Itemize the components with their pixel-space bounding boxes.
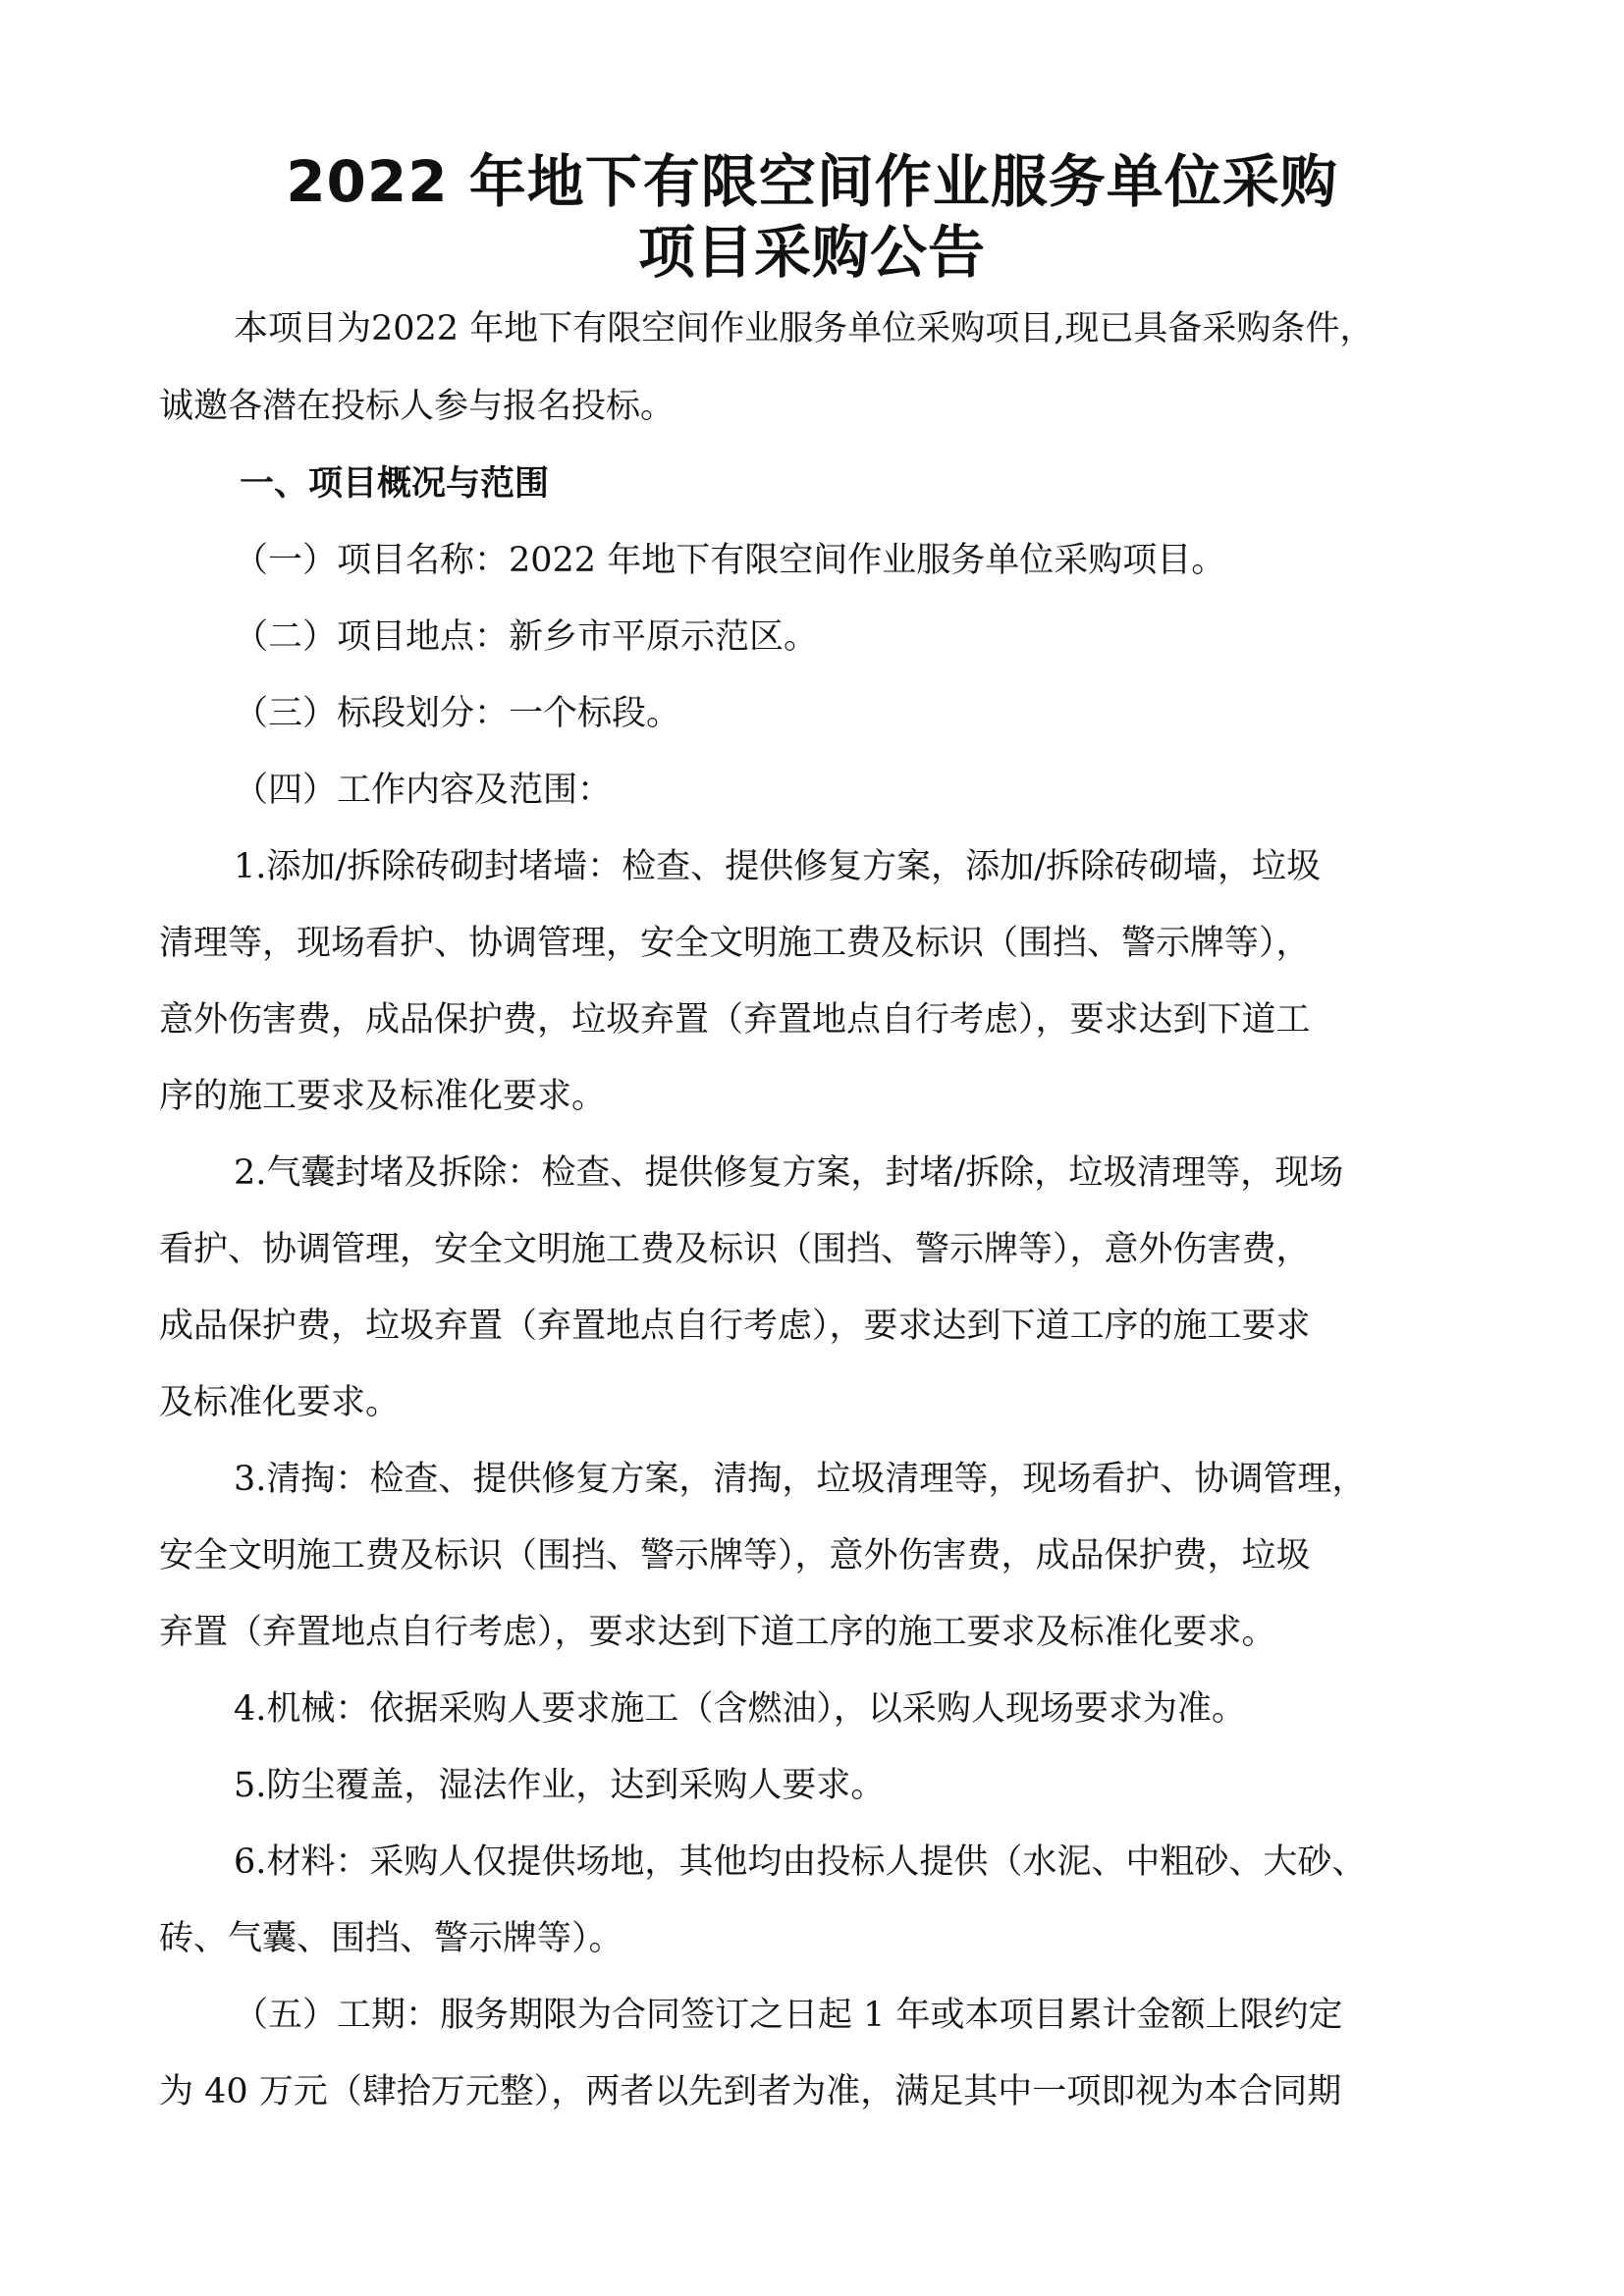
work-2-line-1: 2.气囊封堵及拆除：检查、提供修复方案，封堵/拆除，垃圾清理等，现场 xyxy=(234,1153,1344,1193)
work-3-line-2: 安全文明施工费及标识（围挡、警示牌等），意外伤害费，成品保护费，垃圾 xyxy=(159,1536,1311,1575)
work-2-line-4: 及标准化要求。 xyxy=(159,1383,401,1422)
document-title-line-2: 项目采购公告 xyxy=(637,219,986,286)
work-2-line-3: 成品保护费，垃圾弃置（弃置地点自行考虑），要求达到下道工序的施工要求 xyxy=(159,1307,1311,1346)
work-6-line-2: 砖、气囊、围挡、警示牌等）。 xyxy=(159,1919,623,1958)
item-work-scope: （四）工作内容及范围： xyxy=(234,771,613,810)
intro-line-2: 诚邀各潜在投标人参与报名投标。 xyxy=(159,387,676,426)
work-1-line-3: 意外伤害费，成品保护费，垃圾弃置（弃置地点自行考虑），要求达到下道工 xyxy=(159,1000,1311,1040)
section-heading-1: 一、项目概况与范围 xyxy=(240,464,550,504)
work-4-line: 4.机械：依据采购人要求施工（含燃油），以采购人现场要求为准。 xyxy=(234,1689,1246,1729)
work-1-line-4: 序的施工要求及标准化要求。 xyxy=(159,1077,607,1116)
work-1-line-1: 1.添加/拆除砖砌封堵墙：检查、提供修复方案，添加/拆除砖砌墙，垃圾 xyxy=(234,847,1321,886)
item-lot-division: （三）标段划分：一个标段。 xyxy=(234,694,681,733)
item-duration-line-1: （五）工期：服务期限为合同签订之日起 1 年或本项目累计金额上限约定 xyxy=(234,1996,1343,2035)
work-3-line-3: 弃置（弃置地点自行考虑），要求达到下道工序的施工要求及标准化要求。 xyxy=(159,1613,1276,1652)
work-6-line-1: 6.材料：采购人仅提供场地，其他均由投标人提供（水泥、中粗砂、大砂、 xyxy=(234,1842,1367,1882)
item-project-location: （二）项目地点：新乡市平原示范区。 xyxy=(234,617,819,657)
work-3-line-1: 3.清掏：检查、提供修复方案，清掏，垃圾清理等，现场看护、协调管理， xyxy=(234,1460,1367,1499)
item-project-name: （一）项目名称：2022 年地下有限空间作业服务单位采购项目。 xyxy=(234,541,1226,580)
intro-line-1: 本项目为2022 年地下有限空间作业服务单位采购项目,现已具备采购条件， xyxy=(234,309,1375,348)
work-5-line: 5.防尘覆盖，湿法作业，达到采购人要求。 xyxy=(234,1766,886,1805)
item-duration-line-2: 为 40 万元（肆拾万元整），两者以先到者为准，满足其中一项即视为本合同期 xyxy=(159,2072,1342,2111)
document-title-line-1: 2022 年地下有限空间作业服务单位采购 xyxy=(286,148,1338,215)
work-1-line-2: 清理等，现场看护、协调管理，安全文明施工费及标识（围挡、警示牌等）， xyxy=(159,924,1311,963)
work-2-line-2: 看护、协调管理，安全文明施工费及标识（围挡、警示牌等），意外伤害费， xyxy=(159,1230,1311,1269)
